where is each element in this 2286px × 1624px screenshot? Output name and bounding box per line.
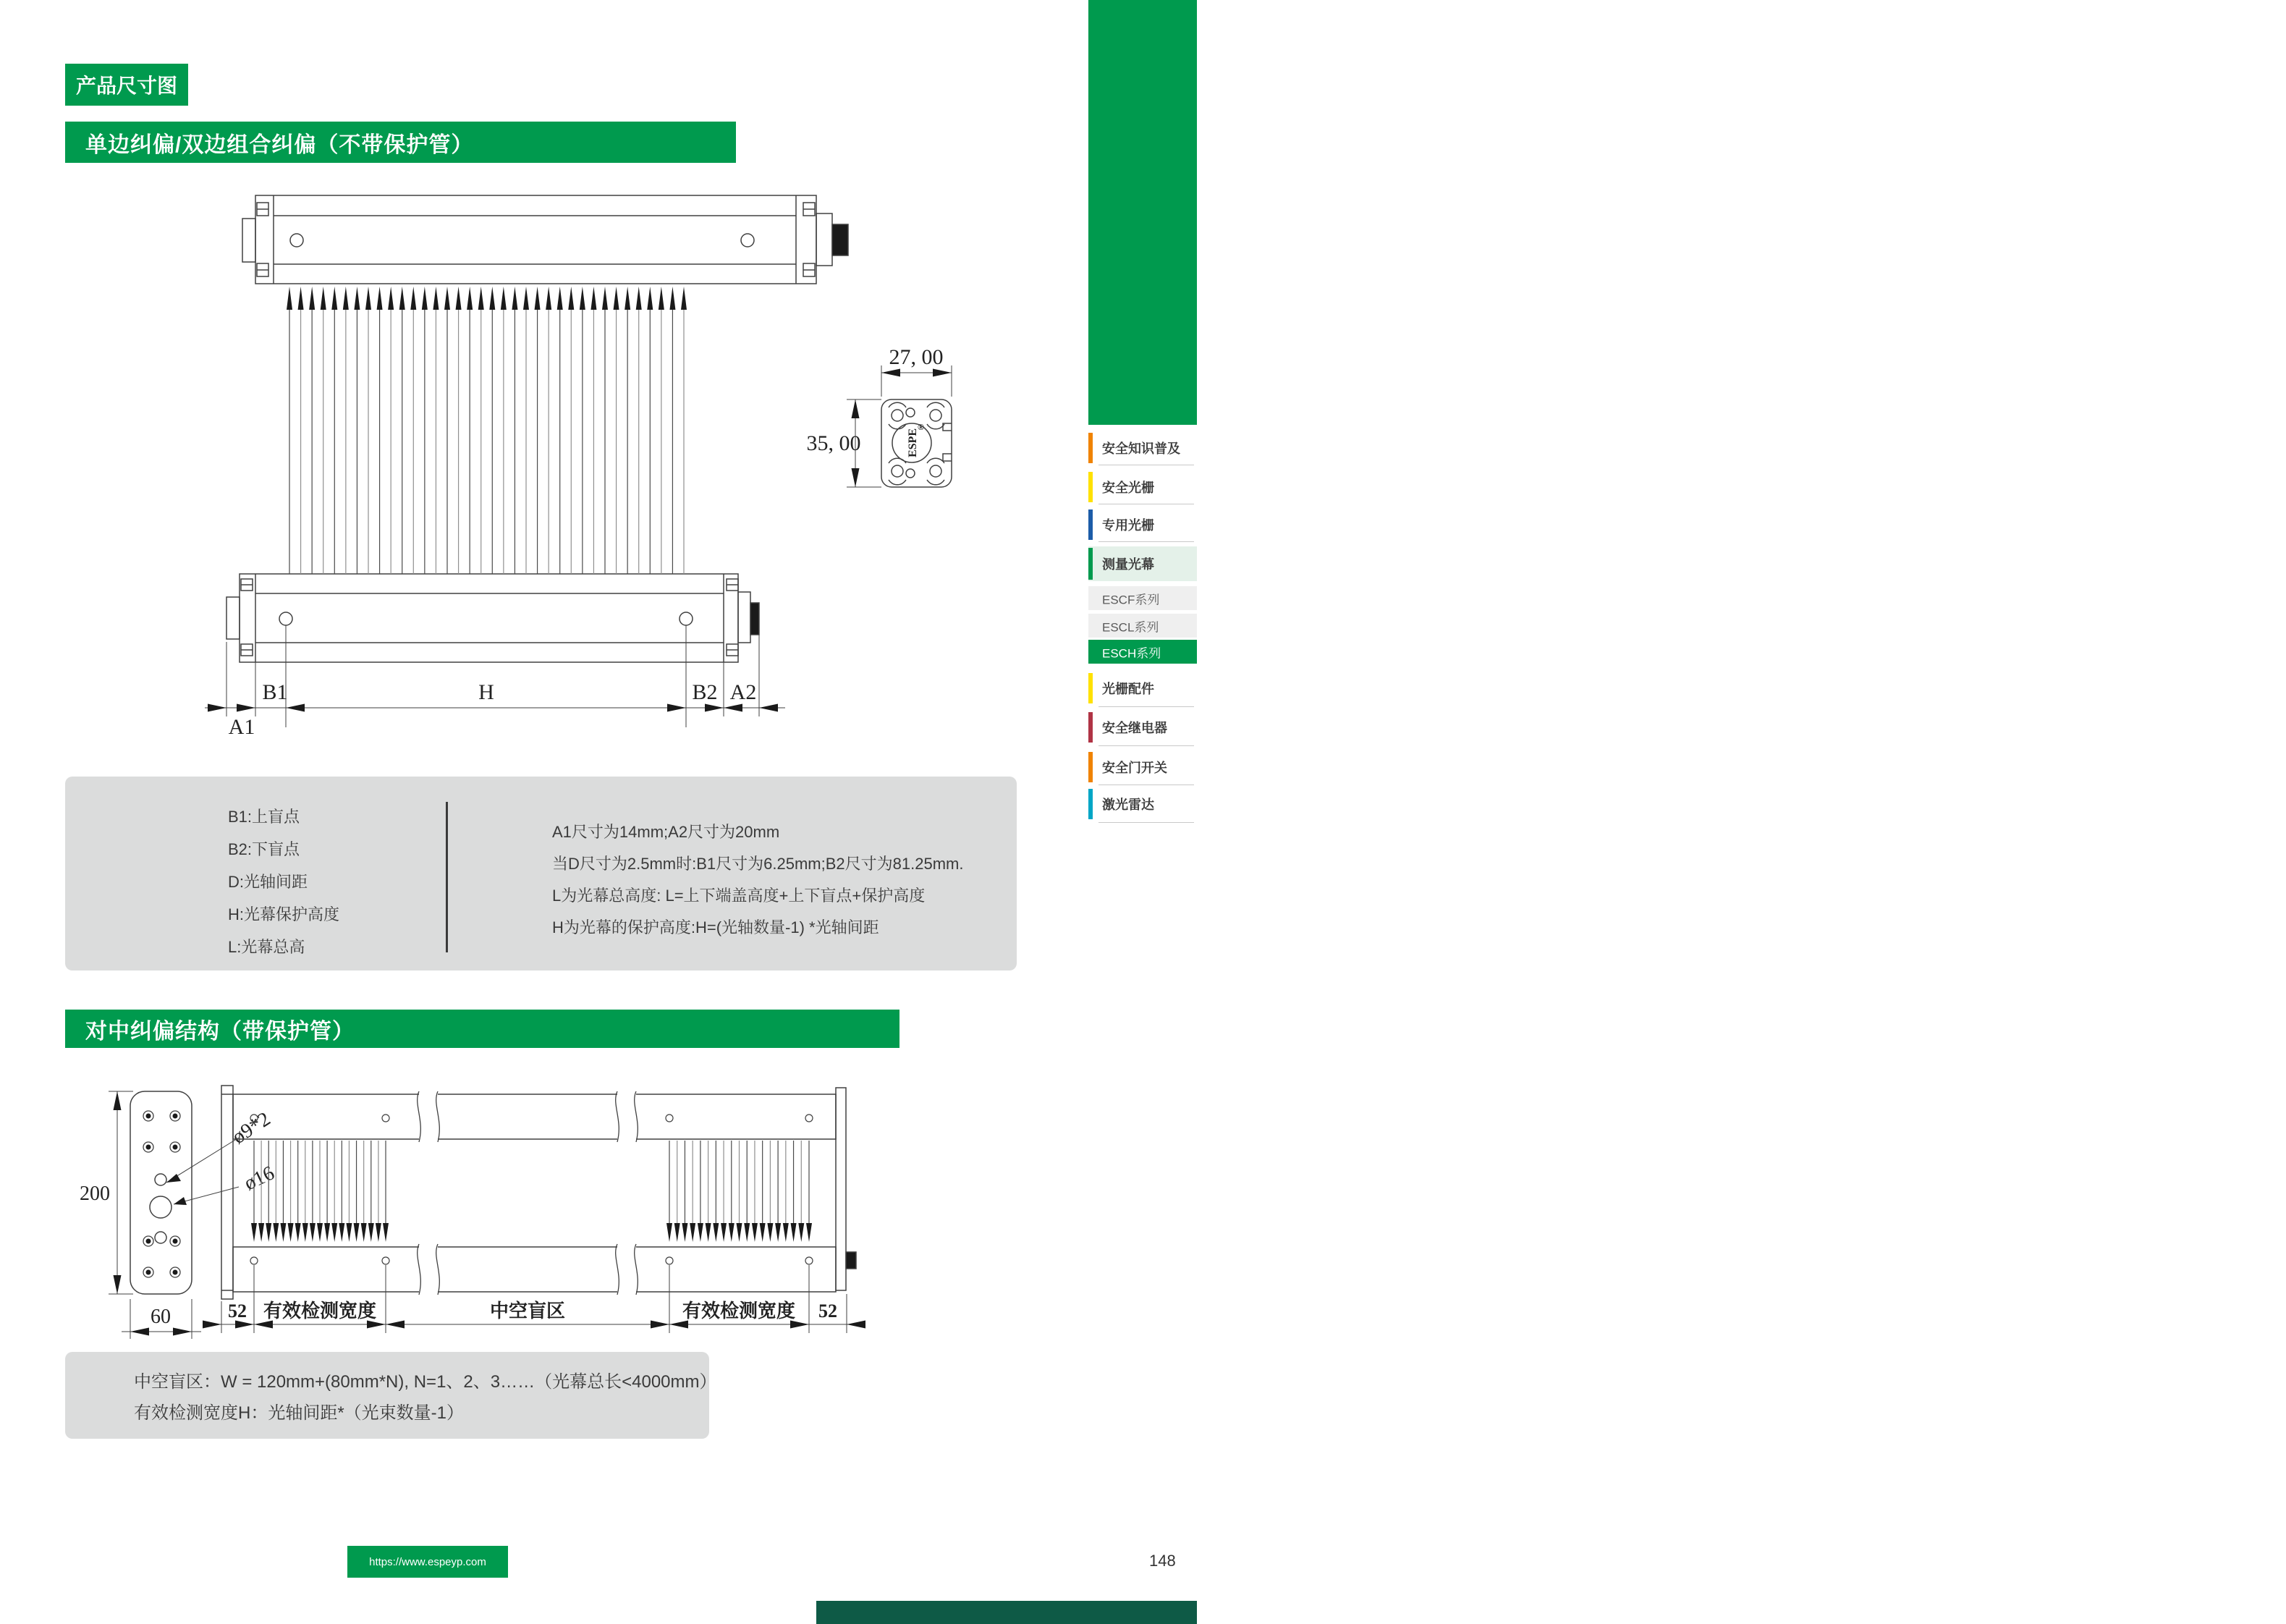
dim-200: 200: [80, 1183, 110, 1205]
info-left-line: H:光幕保护高度: [228, 905, 340, 923]
break-symbols: [418, 1091, 638, 1295]
accent-bar: [1088, 472, 1093, 502]
info-left-line: B1:上盲点: [228, 808, 300, 826]
curtain-top-housing: [233, 1094, 836, 1139]
formula-line-1: 中空盲区：W = 120mm+(80mm*N), N=1、2、3……（光幕总长<4000mm）: [134, 1372, 717, 1392]
vertical-title-char: 量: [2202, 193, 2243, 239]
sidebar-item-safety-light-curtain[interactable]: [1088, 470, 1197, 504]
sidebar-item-measuring-light-curtain[interactable]: [1088, 546, 1197, 581]
top-bar-plug: [832, 224, 848, 255]
sidebar-item-safety-knowledge[interactable]: [1088, 431, 1197, 465]
espe-logo-text: ESPE: [907, 428, 919, 458]
sidebar-subitem-label: ESCL系列: [1102, 620, 1159, 634]
plate-screw-holes: [143, 1111, 180, 1277]
dim-52-right: 52: [818, 1301, 837, 1321]
sidebar-item-label: 安全光栅: [1102, 481, 1154, 495]
info-left-line: L:光幕总高: [228, 938, 305, 956]
footer-url-text: https://www.espeyp.com: [369, 1555, 486, 1568]
dim-label-b1: B1: [262, 680, 288, 704]
top-bar-left-connector: [242, 219, 255, 262]
light-beams-diagram1: [287, 287, 687, 574]
curtain-right-endcap: [836, 1088, 846, 1290]
info-right-line: H为光幕的保护高度:H=(光轴数量-1) *光轴间距: [552, 918, 879, 936]
espe-logo-reg: ®: [918, 422, 924, 432]
sidebar-subitem-label: ESCF系列: [1102, 593, 1160, 606]
accent-bar: [1088, 673, 1093, 703]
divider: [1098, 822, 1194, 823]
dim-52-left: 52: [228, 1301, 247, 1321]
sidebar-subitem-escf[interactable]: [1088, 586, 1197, 610]
accent-bar: [1088, 433, 1093, 463]
sidebar-item-accessories[interactable]: [1088, 672, 1197, 705]
dim-hole-big: ø16: [240, 1162, 278, 1196]
dim-60: 60: [151, 1306, 171, 1328]
accent-bar: [1088, 752, 1093, 782]
dim-label-h: H: [478, 680, 494, 704]
dim-hollow: 中空盲区: [489, 1301, 566, 1321]
page-number: 148: [1149, 1552, 1176, 1570]
sidebar-subitem-esch[interactable]: [1088, 640, 1197, 664]
curtain-bottom-housing: [233, 1247, 836, 1292]
dim-35: 35, 00: [806, 431, 861, 455]
accent-bar: [1088, 789, 1093, 819]
accent-bar: [1088, 712, 1093, 743]
sidebar-item-special-light-curtain[interactable]: [1088, 508, 1197, 541]
page-tag-text: 产品尺寸图: [75, 75, 177, 97]
dim-27: 27, 00: [889, 345, 944, 369]
bottom-bar-body: [240, 574, 738, 662]
bottom-bar-plug: [750, 603, 759, 635]
divider: [1098, 784, 1194, 785]
dim-detect-right: 有效检测宽度: [682, 1301, 796, 1321]
accent-bar: [1088, 509, 1093, 540]
info-right-line: A1尺寸为14mm;A2尺寸为20mm: [552, 823, 780, 841]
formula-box: [65, 1352, 717, 1439]
sidebar-item-label: 安全继电器: [1102, 721, 1167, 735]
info-right-line: L为光幕总高度: L=上下端盖高度+上下盲点+保护高度: [552, 887, 926, 905]
vertical-title-char: 幕: [2202, 293, 2243, 339]
dim-label-b2: B2: [692, 680, 718, 704]
curtain-left-endcap: [221, 1086, 233, 1299]
vertical-title-char: 测: [2202, 143, 2243, 188]
divider: [1098, 541, 1194, 542]
sidebar-item-label: 安全门开关: [1102, 761, 1167, 775]
accent-bar: [1088, 548, 1093, 580]
dim-label-a2: A2: [729, 680, 757, 704]
info-left-line: B2:下盲点: [228, 840, 300, 858]
section1-header-text: 单边纠偏/双边组合纠偏（不带保护管）: [85, 132, 474, 157]
bottom-bar-left-connector: [227, 597, 240, 639]
sidebar-item-label: 测量光幕: [1102, 557, 1154, 572]
sidebar-item-laser-radar[interactable]: [1088, 787, 1197, 821]
sidebar-subitem-escl[interactable]: [1088, 614, 1197, 638]
mounting-plate: [130, 1091, 192, 1294]
vertical-title-char: 光: [2202, 244, 2243, 289]
dim-label-a1: A1: [228, 715, 255, 739]
divider: [1098, 706, 1194, 707]
sidebar-subitem-label: ESCH系列: [1102, 646, 1161, 660]
footer-url-box[interactable]: [347, 1546, 508, 1578]
light-beams-diagram2-left: [251, 1141, 389, 1242]
section2-header: [65, 1010, 899, 1048]
light-beams-diagram2-right: [666, 1141, 812, 1242]
sidebar-item-label: 专用光栅: [1102, 518, 1154, 533]
info-box-left-column: [228, 800, 339, 963]
info-box-right-column: [552, 816, 963, 944]
divider: [1098, 745, 1194, 746]
info-left-line: D:光轴间距: [228, 873, 308, 891]
info-right-line: 当D尺寸为2.5mm时:B1尺寸为6.25mm;B2尺寸为81.25mm.: [552, 855, 964, 873]
top-bar-body: [255, 195, 816, 284]
dim-hole-small: ø9*2: [228, 1107, 275, 1149]
sidebar-item-safety-relay[interactable]: [1088, 711, 1197, 744]
section2-header-text: 对中纠偏结构（带保护管）: [85, 1019, 355, 1044]
sidebar-category-banner: [1088, 0, 2243, 425]
formula-line-2: 有效检测宽度H：光轴间距*（光束数量-1）: [134, 1403, 465, 1423]
curtain-plug: [846, 1252, 856, 1269]
sidebar-item-label: 安全知识普及: [1102, 441, 1180, 456]
dim-detect-left: 有效检测宽度: [263, 1301, 377, 1321]
footer-bottom-bar: [816, 1601, 1197, 1624]
sidebar-item-safety-door-switch[interactable]: [1088, 750, 1197, 784]
sidebar-item-label: 激光雷达: [1102, 798, 1154, 812]
info-box-divider: [446, 802, 448, 952]
sidebar-item-label: 光栅配件: [1102, 682, 1154, 696]
